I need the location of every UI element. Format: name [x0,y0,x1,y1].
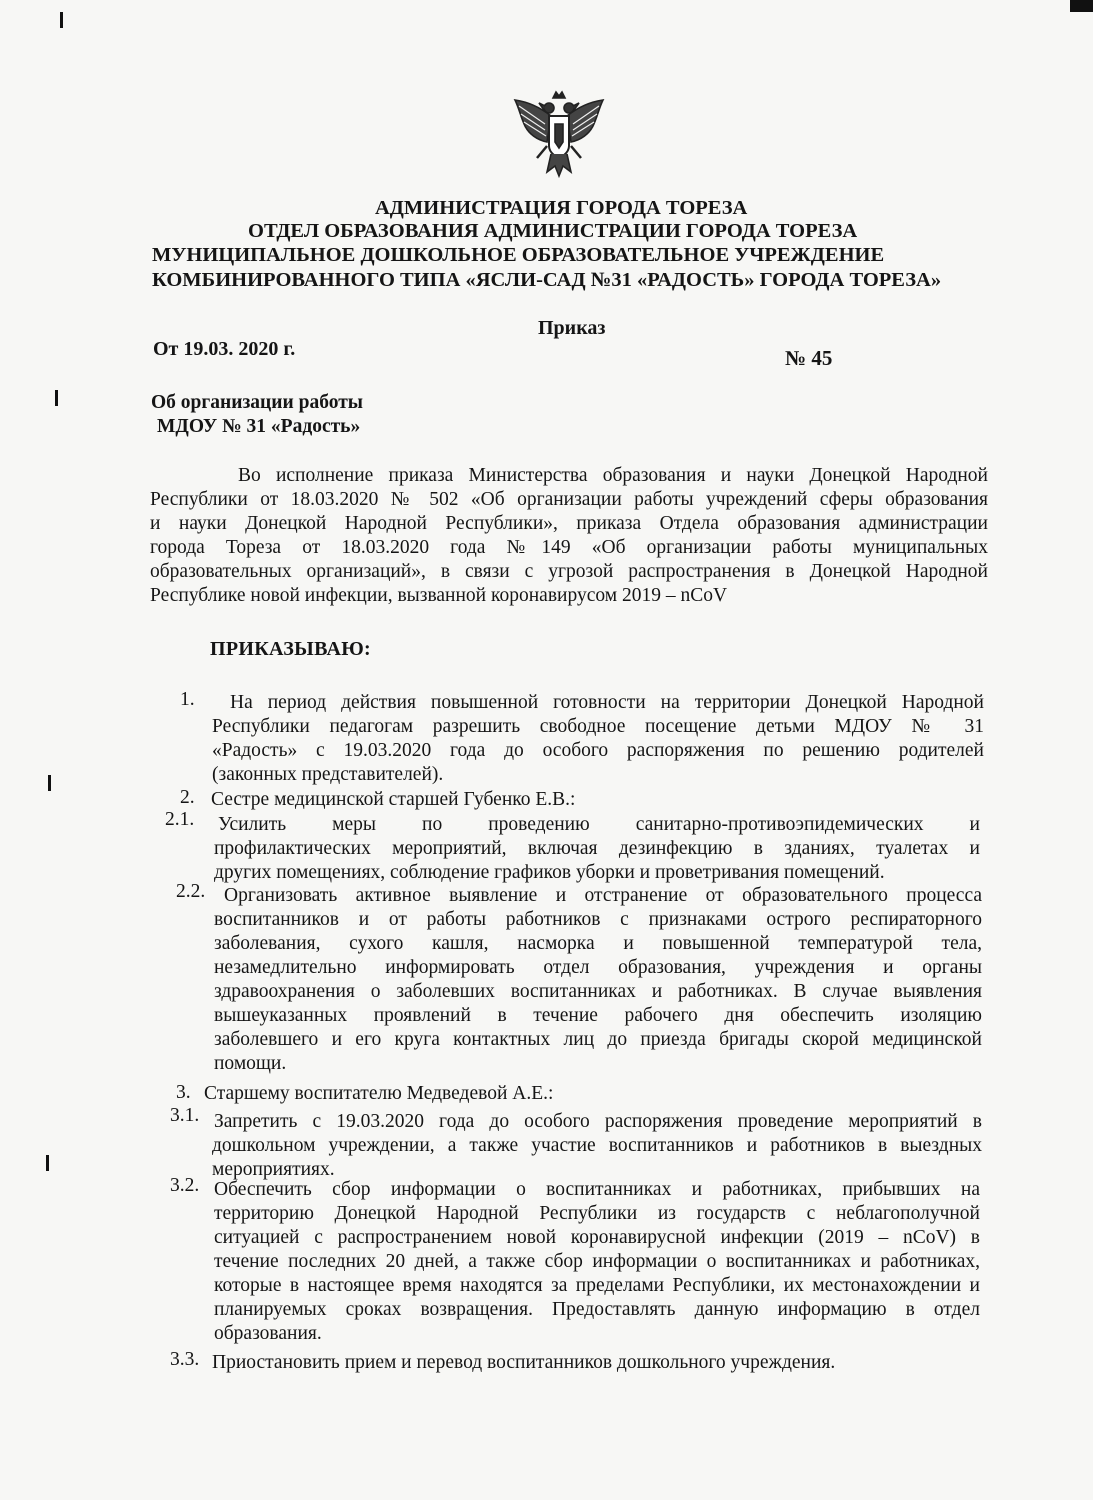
preamble-line: образовательных организаций», в связи с угрозой распространения в Донецкой Народной [150,561,988,582]
item-number: 2. [180,787,195,808]
item-line: На период действия повышенной готовности на территории Донецкой Народной [230,692,984,713]
item-number: 3.2. [170,1175,200,1196]
order-date: От 19.03. 2020 г. [153,338,296,360]
scan-artifact [60,12,63,28]
header-line-institution: МУНИЦИПАЛЬНОЕ ДОШКОЛЬНОЕ ОБРАЗОВАТЕЛЬНОЕ УЧРЕЖДЕНИЕ [152,244,885,266]
header-line-institution-name: КОМБИНИРОВАННОГО ТИПА «ЯСЛИ-САД №31 «РАДОСТЬ» ГОРОДА ТОРЕЗА» [152,269,942,291]
item-line: (законных представителей). [212,764,444,785]
item-line: Обеспечить сбор информации о воспитанниках и работниках, прибывших на [214,1179,980,1200]
item-line: планируемых сроках возвращения. Предоставлять данную информацию в отдел [214,1299,980,1320]
item-line: вышеуказанных проявлений в течение рабочего дня обеспечить изоляцию [214,1005,982,1026]
order-command-heading: ПРИКАЗЫВАЮ: [210,638,371,660]
item-line: которые в настоящее время находятся за пределами Республики, их местонахождении и [214,1275,980,1296]
order-number: № 45 [785,346,833,370]
item-line: Запретить с 19.03.2020 года до особого распоряжения проведение мероприятий в [214,1111,982,1132]
item-number: 2.1. [165,809,195,830]
double-headed-eagle-emblem-icon [511,88,607,180]
item-line: Сестре медицинской старшей Губенко Е.В.: [211,789,576,810]
item-number: 2.2. [176,881,206,902]
item-text [212,1351,912,1375]
item-text [211,788,911,812]
item-number: 3.1. [170,1105,200,1126]
item-text [212,691,984,787]
item-number: 3. [176,1082,191,1103]
scan-artifact [1070,0,1093,12]
preamble-line: Республики от 18.03.2020 № 502 «Об организации работы учреждений сферы образования [150,489,988,510]
item-number: 1. [180,689,195,710]
item-line: Республики педагогам разрешить свободное посещение детьми МДОУ № 31 [212,716,984,737]
item-line: других помещениях, соблюдение графиков уборки и проветривания помещений. [214,862,885,883]
order-title: Приказ [538,317,606,339]
order-subject [151,391,363,439]
item-line: воспитанников и от работы работников с признаками острого респираторного [214,909,982,930]
item-line: образования. [214,1323,322,1344]
item-line: Приостановить прием и перевод воспитанников дошкольного учреждения. [212,1352,836,1373]
item-line: здравоохранения о заболевших воспитанниках и работниках. В случае выявления [214,981,982,1002]
item-line: территорию Донецкой Народной Республики из государств с неблагополучной [214,1203,980,1224]
item-line: помощи. [214,1053,287,1074]
preamble-line: Во исполнение приказа Министерства образования и науки Донецкой Народной [238,465,988,486]
item-line: течение последних 20 дней, а также сбор информации о воспитанниках и работниках, [214,1251,980,1272]
scan-artifact [48,775,51,791]
item-line: заболевшего и его круга контактных лиц до приезда бригады скорой медицинской [214,1029,982,1050]
item-text [212,1110,982,1182]
item-line: Организовать активное выявление и отстранение от образовательного процесса [224,885,982,906]
subject-line: МДОУ № 31 «Радость» [157,416,361,437]
header-line-department: ОТДЕЛ ОБРАЗОВАНИЯ АДМИНИСТРАЦИИ ГОРОДА ТОРЕЗА [248,220,858,242]
item-line: мероприятиях. [212,1159,335,1180]
preamble-line: города Тореза от 18.03.2020 года №149 «Об организации работы муниципальных [150,537,988,558]
item-line: Усилить меры по проведению санитарно-противоэпидемических и [218,814,980,835]
preamble-paragraph [150,464,988,608]
item-text [214,884,982,1076]
item-line: профилактических мероприятий, включая дезинфекцию в зданиях, туалетах и [214,838,980,859]
item-text [214,1178,980,1346]
item-text [214,813,980,885]
item-line: Старшему воспитателю Медведевой А.Е.: [204,1083,554,1104]
item-line: дошкольном учреждении, а также участие воспитанников и работников в выездных [212,1135,982,1156]
item-number: 3.3. [170,1349,200,1370]
item-line: заболевания, сухого кашля, насморка и повышенной температурой тела, [214,933,982,954]
header-line-administration: АДМИНИСТРАЦИЯ ГОРОДА ТОРЕЗА [375,197,748,219]
item-line: «Радость» с 19.03.2020 года до особого распоряжения по решению родителей [212,740,984,761]
item-text [204,1082,904,1106]
preamble-line: и науки Донецкой Народной Республики», приказа Отдела образования администрации [150,513,988,534]
item-line: незамедлительно информировать отдел образования, учреждения и органы [214,957,982,978]
subject-line: Об организации работы [151,392,364,413]
scan-artifact [46,1155,49,1171]
scan-artifact [55,390,58,406]
item-line: ситуацией с распространением новой коронавирусной инфекции (2019 – nCoV) в [214,1227,980,1248]
preamble-line: Республике новой инфекции, вызванной коронавирусом 2019 – nCoV [150,585,728,606]
